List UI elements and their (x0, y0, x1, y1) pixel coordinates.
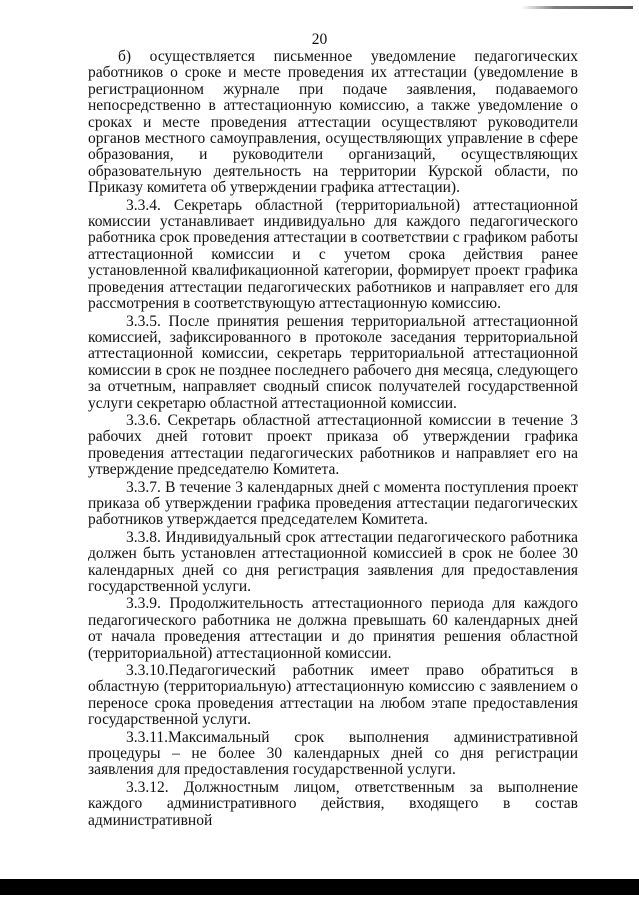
paragraph-b: б) осуществляется письменное уведомление педагогических работников о сроке и месте проведения их аттестации (уведомление в регистрационном журнале при подаче заявления, подаваемого непосредственно в аттестационную комиссию, а также уведомление о сроках и месте проведения аттестации осуществляют руководители органов местного самоуправления, осуществляющих управление в сфере образования, и руководители организаций, осуществляющих образовательную деятельность на территории Курской области, по Приказу комитета об утверждении графика аттестации). (88, 48, 578, 197)
paragraph-3-3-5: 3.3.5. После принятия решения территориальной аттестационной комиссией, зафиксированного в протоколе заседания территориальной аттестационной комиссии, секретарь территориальной аттестационной комиссии в срок не позднее последнего рабочего дня месяца, следующего за отчетным, направляет сводный список получателей государственной услуги секретарю областной аттестационной комиссии. (88, 312, 578, 412)
paragraph-3-3-7: 3.3.7. В течение 3 календарных дней с момента поступления проект приказа об утверждении графика проведения аттестации педагогических работников утверждается председателем Комитета. (88, 478, 578, 529)
page-number: 20 (311, 31, 328, 48)
paragraph-3-3-9: 3.3.9. Продолжительность аттестационного периода для каждого педагогического работника не должна превышать 60 календарных дней от начала проведения аттестации и до принятия решения областной (территориальной) аттестационной комиссии. (88, 595, 578, 662)
paragraph-3-3-10: 3.3.10.Педагогический работник имеет право обратиться в областную (территориальную) аттестационную комиссию с заявлением о переносе срока проведения аттестации на любом этапе предоставления государственной услуги. (88, 662, 578, 729)
paragraph-3-3-4: 3.3.4. Секретарь областной (территориальной) аттестационной комиссии устанавливает индивидуально для каждого педагогического работника срок проведения аттестации в соответствии с графиком работы аттестационной комиссии и с учетом срока действия ранее установленной квалификационной категории, формирует проект графика проведения аттестации педагогических работников и направляет его для рассмотрения в соответствующую аттестационную комиссию. (88, 196, 578, 313)
paragraph-3-3-8: 3.3.8. Индивидуальный срок аттестации педагогического работника должен быть установлен аттестационной комиссией в срок не более 30 календарных дней со дня регистрация заявления для предоставления государственной услуги. (88, 528, 578, 595)
scan-bottom-bar (0, 879, 639, 895)
paragraph-3-3-12: 3.3.12. Должностным лицом, ответственным за выполнение каждого административного действия, входящего в состав административной (88, 778, 578, 829)
document-body (88, 49, 578, 830)
paragraph-3-3-11: 3.3.11.Максимальный срок выполнения административной процедуры – не более 30 календарных дней со дня регистрации заявления для предоставления государственной услуги. (88, 728, 578, 779)
scan-edge-mark (521, 6, 633, 9)
paragraph-3-3-6: 3.3.6. Секретарь областной аттестационной комиссии в течение 3 рабочих дней готовит проект приказа об утверждении графика проведения аттестации педагогических работников и направляет его на утверждение председателю Комитета. (88, 411, 578, 479)
